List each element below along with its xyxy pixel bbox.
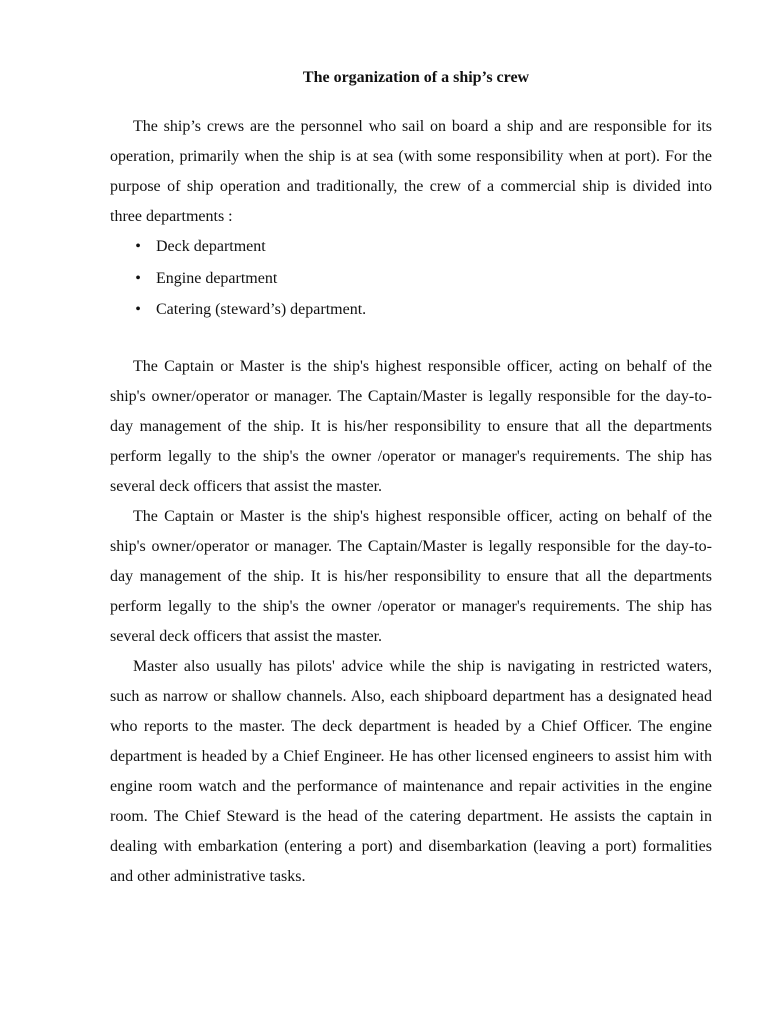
list-item — [110, 264, 712, 296]
departments-list — [110, 232, 712, 327]
master-paragraph: Master also usually has pilots' advice while the ship is navigating in restricted waters, such as narrow or shallow channels. Also, each shipboard department has a designated head who reports to the master. The deck department is headed by a Chief Officer. The engine department is headed by a Chief Engineer. He has other licensed engineers to assist him with engine room watch and the performance of maintenance and repair activities in the engine room. The Chief Steward is the head of the catering department. He assists the captain in dealing with embarkation (entering a port) and disembarkation (leaving a port) formalities and other administrative tasks. — [110, 657, 712, 885]
paragraph-spacer — [110, 327, 712, 352]
list-item-text: Engine department — [156, 269, 278, 287]
list-item-text: Catering (steward’s) department. — [156, 301, 367, 318]
list-item-text: Deck department — [156, 238, 266, 255]
captain-paragraph: The Captain or Master is the ship's highest responsible officer, acting on behalf of the ship's owner/operator or manager. The Captain/Master is legally responsible for the day-to-day management of the ship. It is his/her responsibility to ensure that all the departments perform legally to the ship's the owner /operator or manager's requirements. The ship has several deck officers that assist the master. — [110, 357, 712, 495]
document-page — [110, 66, 712, 892]
bullet-icon: • — [135, 301, 141, 318]
bullet-icon: • — [135, 238, 141, 255]
bullet-icon: • — [135, 269, 141, 287]
intro-paragraph: The ship’s crews are the personnel who sail on board a ship and are responsible for its operation, primarily when the ship is at sea (with some responsibility when at port). For the purpose of ship operation and traditionally, the crew of a commercial ship is divided into three departments : — [110, 118, 712, 225]
captain-paragraph-repeat: The Captain or Master is the ship's highest responsible officer, acting on behalf of the ship's owner/operator or manager. The Captain/Master is legally responsible for the day-to-day management of the ship. It is his/her responsibility to ensure that all the departments perform legally to the ship's the owner /operator or manager's requirements. The ship has several deck officers that assist the master. — [110, 507, 712, 645]
list-item — [110, 295, 712, 327]
document-title: The organization of a ship’s crew — [302, 69, 530, 86]
list-item — [110, 232, 712, 264]
